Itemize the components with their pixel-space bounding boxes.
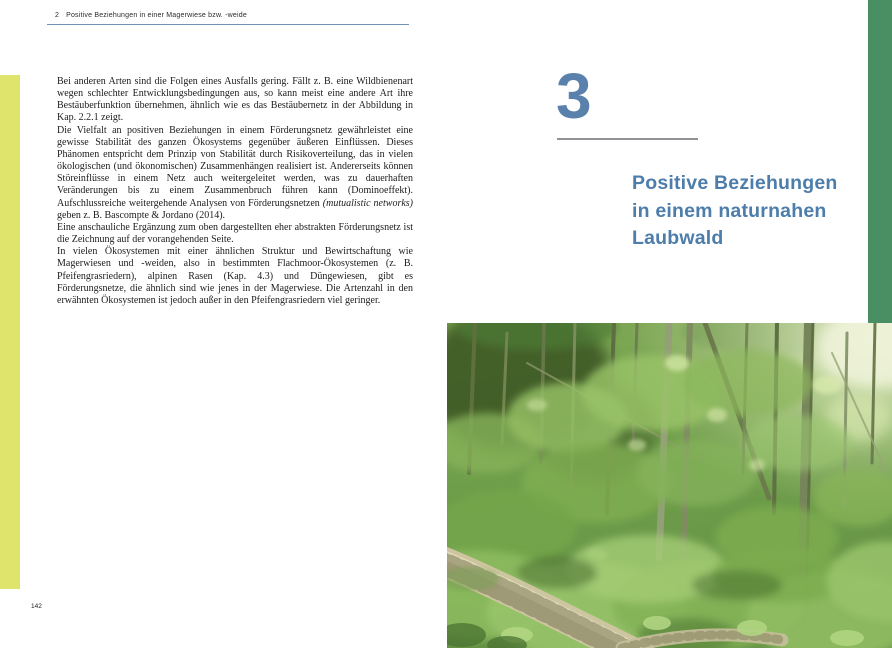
accent-stripe-right (868, 0, 892, 323)
running-header-chapter-number: 2 (55, 12, 60, 19)
page-number: 142 (31, 603, 42, 610)
chapter-title-line-3: Laubwald (632, 227, 724, 249)
forest-photo (447, 323, 892, 648)
forest-photo-graphic (447, 323, 892, 648)
chapter-title (632, 170, 862, 253)
chapter-rule (557, 138, 698, 140)
chapter-number: 3 (556, 60, 593, 132)
body-text (57, 76, 413, 307)
running-header-title: Positive Beziehungen in einer Magerwiese bzw. -weide (66, 12, 247, 19)
paragraph-2-post: geben z. B. Bascompte & Jordano (2014). (57, 209, 226, 221)
accent-stripe-left (0, 75, 20, 589)
paragraph-2-pre: Die Vielfalt an positiven Beziehungen in einem Förderungsnetz gewährleistet eine gewisse Stabilität des ganzen Ökosystems gegenüber äußeren Einflüssen. Dieses Phänomen entspricht dem Prinzip von Stabilität durch Risikoverteilung, das in vielen ökologischen (und ökonomischen) Zusammenhängen realisiert ist. Andererseits können Störeinflüsse in einem Netz auch weitergeleitet werden, was zu dauerhaften Veränderungen bis zu einem Zusammenbruch führen kann (Dominoeffekt). Aufschlussreiche weitergehende Analysen von Förderungsnetzen (57, 124, 413, 209)
paragraph-2-italic-term: (mutualistic networks) (322, 197, 413, 209)
chapter-title-line-2: in einem naturnahen (632, 199, 827, 222)
paragraph-1: Bei anderen Arten sind die Folgen eines Ausfalls gering. Fällt z. B. eine Wildbienenart wegen schlechter Entwicklungsbedingungen aus, so kann meist eine andere Art ihre Bestäuberfunktion übernehmen, ähnlich wie es das Bestäubernetz in der Abbildung in Kap. 2.2.1 zeigt. (57, 76, 413, 124)
paragraph-2 (57, 125, 413, 222)
paragraph-4: In vielen Ökosystemen mit einer ähnlichen Struktur und Bewirtschaftung wie Magerwiesen und -weiden, also in bestimmten Flachmoor-Ökosystemen (z. B. Pfeifengrasriedern), alpinen Rasen (Kap. 4.3) und Düngewiesen, gibt es Förderungsnetze, die ähnlich sind wie jenes in der Magerwiese. Die Artenzahl in den erwähnten Ökosystemen ist jedoch außer in den Pfeifengrasriedern viel geringer. (57, 246, 413, 306)
chapter-title-line-1: Positive Beziehungen (632, 172, 838, 194)
running-header (47, 12, 409, 25)
paragraph-3: Eine anschauliche Ergänzung zum oben dargestellten eher abstrakten Förderungsnetz ist die Zeichnung auf der vorangehenden Seite. (57, 221, 413, 246)
